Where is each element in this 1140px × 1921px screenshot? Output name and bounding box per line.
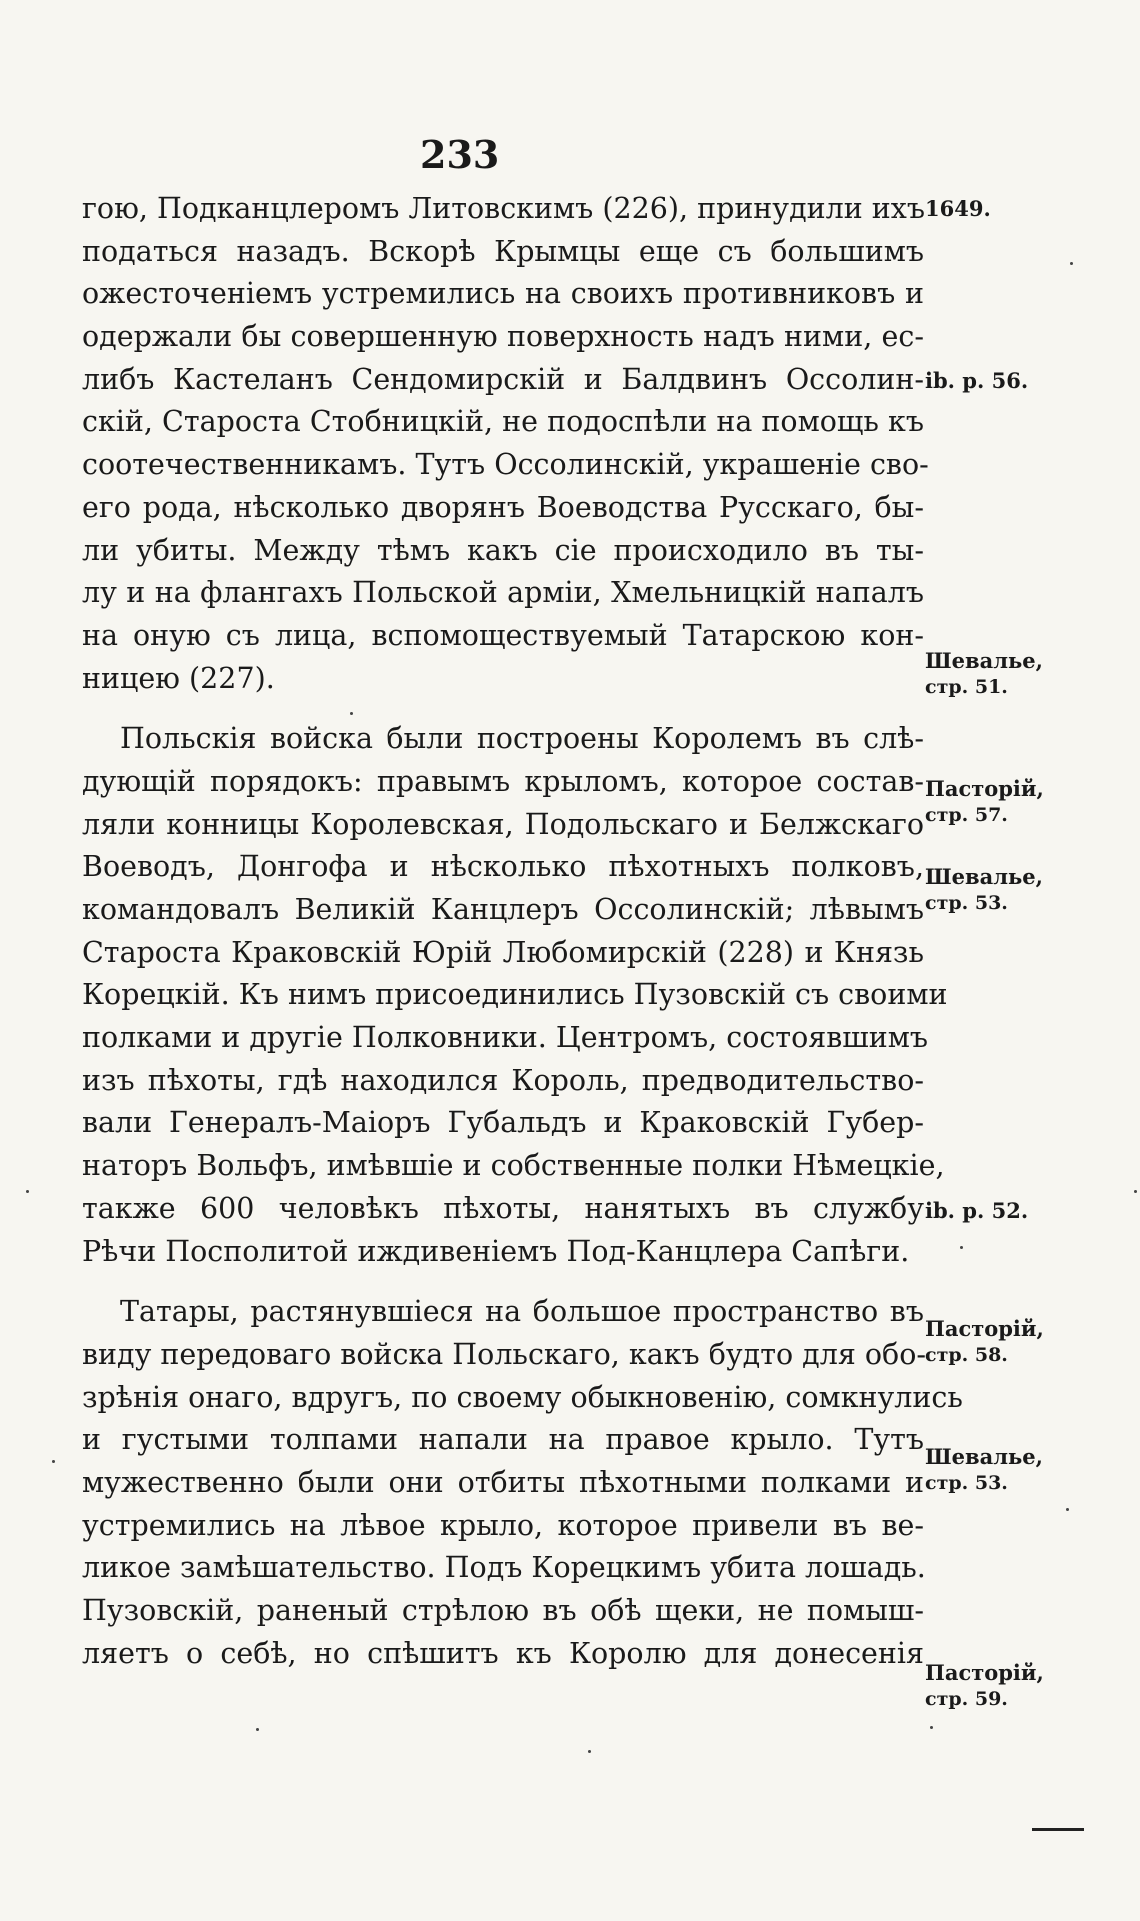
margin-note	[925, 776, 1044, 828]
text-line: изъ пѣхоты, гдѣ находился Король, предводительство-	[82, 1063, 924, 1097]
text-line: устремились на лѣвое крыло, которое привели въ ве-	[82, 1508, 924, 1542]
text-line: гою, Подканцлеромъ Литовскимъ (226), принудили ихъ	[82, 192, 925, 225]
scan-speck	[1070, 262, 1073, 265]
text-line: Воеводъ, Донгофа и нѣсколько пѣхотныхъ полковъ,	[82, 850, 924, 884]
text-line: ли убиты. Между тѣмъ какъ сіе происходило въ ты-	[82, 533, 924, 567]
scan-speck	[350, 712, 353, 715]
text-line: вали Генералъ-Маіоръ Губальдъ и Краковскій Губер-	[82, 1106, 924, 1140]
text-line: Пузовскій, раненый стрѣлою въ обѣ щеки, не помыш-	[82, 1594, 924, 1627]
text-line: Рѣчи Посполитой иждивеніемъ Под-Канцлера Сапѣги.	[82, 1234, 910, 1268]
text-line: Татары, растянувшіеся на большое пространство въ	[120, 1295, 924, 1329]
text-line: скій, Староста Стобницкій, не подоспѣли на помощь къ	[82, 405, 924, 439]
text-line: ляетъ о себѣ, но спѣшитъ къ Королю для донесенія	[82, 1636, 924, 1670]
margin-note-line: Шевалье,	[925, 864, 1043, 889]
margin-note	[925, 1198, 1028, 1224]
text-line: и густыми толпами напали на правое крыло. Тутъ	[82, 1423, 924, 1457]
text-line: дующій порядокъ: правымъ крыломъ, которое состав-	[82, 764, 924, 798]
text-line: ляли конницы Королевская, Подольскаго и Белжскаго	[82, 807, 924, 841]
text-line: Корецкій. Къ нимъ присоединились Пузовскій съ своими	[82, 978, 948, 1012]
paragraph-1	[82, 188, 929, 700]
margin-note-line: 1649.	[925, 196, 991, 221]
text-line: полками и другіе Полковники. Центромъ, состоявшимъ	[82, 1021, 929, 1055]
margin-note-line: Шевалье,	[925, 648, 1043, 673]
margin-note-line: стр. 58.	[925, 1344, 1008, 1366]
margin-note-line: стр. 57.	[925, 804, 1008, 826]
text-line: податься назадъ. Вскорѣ Крымцы еще съ большимъ	[82, 234, 924, 268]
text-line: зрѣнія онаго, вдругъ, по своему обыкновенію, сомкнулись	[82, 1380, 963, 1414]
margin-note-line: Пасторій,	[925, 1316, 1044, 1341]
margin-note	[925, 1444, 1043, 1496]
paragraph-3	[82, 1291, 963, 1675]
margin-note-line: стр. 53.	[925, 892, 1008, 914]
text-line: ликое замѣшательство. Подъ Корецкимъ убита лошадь.	[82, 1551, 926, 1585]
text-line: лу и на флангахъ Польской арміи, Хмельницкій напалъ	[82, 576, 924, 610]
text-line: либъ Кастеланъ Сендомирскій и Балдвинъ Оссолин-	[82, 362, 924, 396]
text-line: командовалъ Великій Канцлеръ Оссолинскій; лѣвымъ	[82, 893, 924, 926]
text-line: мужественно были они отбиты пѣхотными полками и	[82, 1465, 924, 1499]
text-line: Польскія войска были построены Королемъ въ слѣ-	[120, 722, 924, 756]
margin-note	[925, 648, 1043, 700]
scan-speck	[1066, 1508, 1069, 1511]
margin-note-line: стр. 53.	[925, 1472, 1008, 1494]
text-line: также 600 человѣкъ пѣхоты, нанятыхъ въ службу	[82, 1191, 924, 1225]
margin-note-line: ib. p. 56.	[925, 368, 1029, 393]
text-line: ницею (227).	[82, 661, 275, 695]
paragraph-2	[82, 718, 948, 1273]
scan-speck	[960, 1246, 963, 1249]
decorative-rule	[1032, 1828, 1084, 1831]
text-line: на оную съ лица, вспомоществуемый Татарскою кон-	[82, 618, 924, 652]
margin-note	[925, 368, 1028, 394]
margin-note-line: Шевалье,	[925, 1444, 1043, 1469]
scan-speck	[52, 1460, 55, 1463]
text-line: Староста Краковскій Юрій Любомирскій (228) и Князь	[82, 935, 924, 969]
margin-note-line: Пасторій,	[925, 1660, 1044, 1685]
margin-note-line: Пасторій,	[925, 776, 1044, 801]
text-line: виду передоваго войска Польскаго, какъ будто для обо-	[82, 1337, 926, 1371]
text-line: его рода, нѣсколько дворянъ Воеводства Русскаго, бы-	[82, 490, 924, 524]
text-line: ожесточеніемъ устремились на своихъ противниковъ и	[82, 277, 924, 311]
margin-note-line: стр. 51.	[925, 676, 1008, 698]
scan-speck	[1134, 1190, 1137, 1193]
scan-speck	[588, 1750, 591, 1753]
margin-note	[925, 196, 991, 222]
scan-speck	[26, 1190, 29, 1193]
scan-speck	[930, 1726, 933, 1729]
text-line: одержали бы совершенную поверхность надъ ними, ес-	[82, 320, 924, 354]
scan-speck	[256, 1728, 259, 1731]
margin-note	[925, 864, 1043, 916]
text-line: наторъ Вольфъ, имѣвшіе и собственные полки Нѣмецкіе,	[82, 1149, 945, 1183]
margin-note-line: стр. 59.	[925, 1688, 1008, 1710]
page-number: 233	[420, 132, 500, 177]
margin-note-line: ib. p. 52.	[925, 1198, 1029, 1223]
margin-note	[925, 1316, 1044, 1368]
margin-note	[925, 1660, 1044, 1712]
text-line: соотечественникамъ. Тутъ Оссолинскій, украшеніе сво-	[82, 448, 929, 482]
